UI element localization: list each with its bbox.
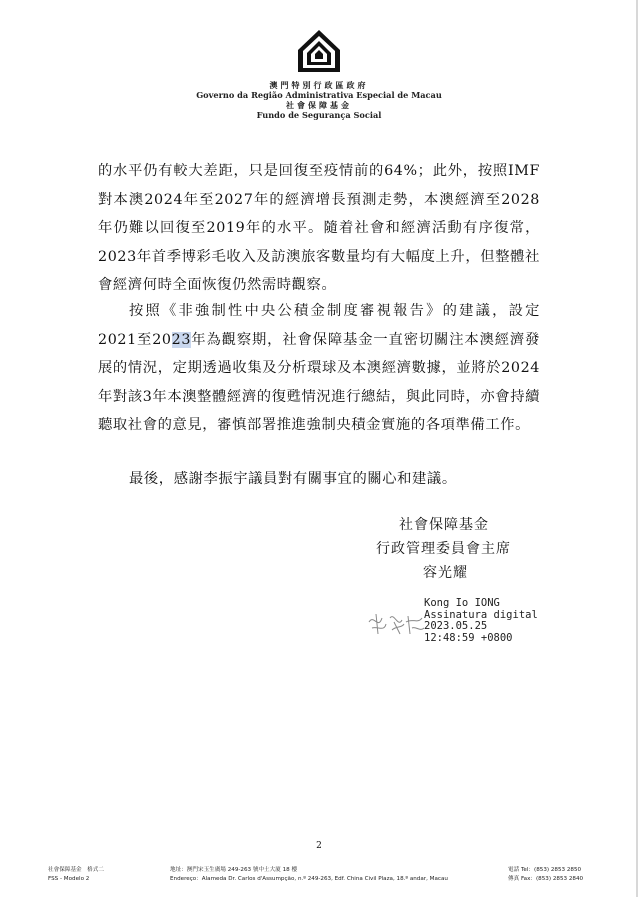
paragraph-2-text [98,297,540,440]
page-number: 2 [316,841,322,851]
department-name-pt: Fundo de Segurança Social [256,110,382,120]
footer-tel: 電話 Tel：(853) 2853 2850 [508,867,582,873]
footer-fax: 傳真 Fax：(853) 2853 2840 [508,876,584,882]
text-selection-highlight[interactable]: 23 [171,331,192,348]
digital-signature-time: 12:48:59 +0800 [424,631,513,644]
footer-address-pt: Endereço：Alameda Dr. Carlos d'Assumpção, n.º 249-263, Edf. China Civil Plaza, 18.º andar, Macau [170,876,448,882]
paragraph-1-text: 的水平仍有較大差距，只是回復至疫情前的64%；此外，按照IMF對本澳2024年至2027年的經濟增長預測走勢，本澳經濟至2028年仍難以回復至2019年的水平。隨着社會和經濟活動有序復常，2023年首季博彩毛收入及訪澳旅客數量均有大幅度上升，但整體社會經濟何時全面恢復仍然需時觀察。 [98,163,540,293]
government-name-pt: Governo da Região Administrativa Especial de Macau [196,90,442,100]
paragraph-1 [98,157,540,300]
paragraph-3-text: 最後，感謝李振宇議員對有關事宜的關心和建議。 [129,471,457,487]
digital-signature-date: 2023.05.25 [424,620,488,632]
digital-signature-block [424,598,538,644]
footer-address [170,866,448,884]
digital-signature-label: Assinatura digital [424,608,538,621]
paragraph-2 [98,297,540,440]
paragraph-2-end: 年為觀察期，社會保障基金一直密切關注本澳經濟發展的情況，定期透過收集及分析環球及本澳經濟數據，並將於2024年對該3年本澳整體經濟的復甦情況進行總結，與此同時，亦會持續聽取社會的意見，審慎部署推進強制央積金實施的各項準備工作。 [98,331,540,433]
letterhead [0,80,638,120]
department-name-zh: 社會保障基金 [286,100,352,110]
paragraph-2-start: 按照《非強制性中央公積金制度審視報告》的建議，設定2021至20 [98,303,540,348]
signature-org: 社會保障基金 [399,517,489,533]
signature-title: 行政管理委員會主席 [376,541,511,557]
digital-signer: Kong Io IONG [424,597,500,609]
government-name-zh: 澳門特別行政區政府 [269,80,369,90]
paragraph-3 [98,465,540,494]
signature-name: 容光耀 [423,565,468,581]
government-emblem-icon [296,28,342,74]
footer-form-code [48,866,104,884]
footer-contact [508,866,583,884]
footer-form-pt: FSS - Modelo 2 [48,876,90,882]
footer-address-zh: 地址：澳門宋玉生廣場 249-263 號中土大廈 18 樓 [170,867,298,873]
footer-form-zh: 社會保障基金 格式二 [48,867,104,873]
handwritten-signature-icon [366,608,426,638]
